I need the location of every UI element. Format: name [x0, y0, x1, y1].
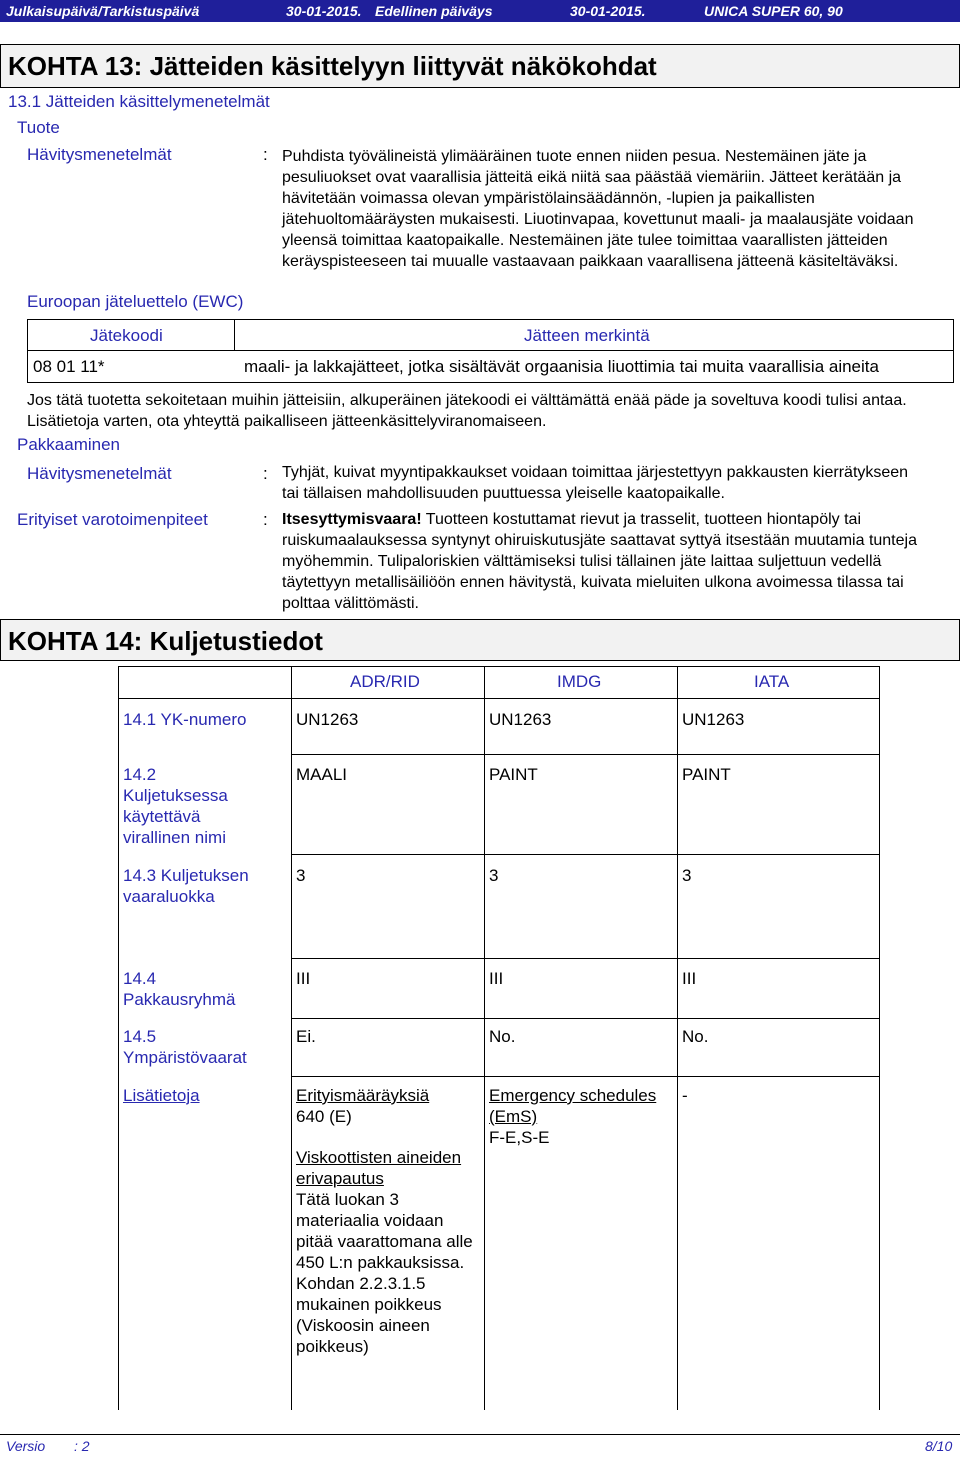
disposal-methods-label: Hävitysmenetelmät — [27, 145, 172, 164]
col-imdg: IMDG — [557, 672, 602, 691]
row-un-number-label: 14.1 YK-numero — [123, 710, 247, 729]
ems-heading: Emergency schedules (EmS) — [489, 1086, 657, 1126]
environmental-hazards-iata: No. — [682, 1027, 709, 1046]
colon: : — [263, 510, 268, 529]
hazard-class-imdg: 3 — [489, 866, 499, 885]
footer-page-number: 8/10 — [925, 1438, 953, 1454]
ewc-col-description: Jätteen merkintä — [524, 326, 650, 345]
shipping-name-iata: PAINT — [682, 765, 731, 784]
additional-info-label: Lisätietoja — [123, 1086, 200, 1105]
special-provisions-heading: Erityismääräyksiä — [296, 1086, 430, 1105]
packing-group-adr: III — [296, 969, 311, 988]
product-heading: Tuote — [17, 118, 60, 137]
packing-group-iata: III — [682, 969, 697, 988]
ewc-description: maali- ja lakkajätteet, jotka sisältävät orgaanisia liuottimia tai muita vaarallisia aineita — [244, 357, 879, 376]
row-environmental-hazards-label: 14.5 Ympäristövaarat — [123, 1027, 247, 1067]
colon: : — [263, 145, 268, 164]
header-date-label: Julkaisupäivä/Tarkistuspäivä — [6, 3, 200, 19]
un-number-imdg: UN1263 — [489, 710, 552, 729]
viscous-exemption-heading: Viskoottisten aineiden erivapautus — [296, 1148, 462, 1188]
footer-divider — [0, 1434, 960, 1435]
viscous-exemption-text: Tätä luokan 3 materiaalia voidaan pitää vaarattomana alle 450 L:n pakkauksissa. Kohdan 2.2.3.1.5 mukainen poikkeus (Viskoosin aineen poikkeus) — [296, 1190, 473, 1356]
packing-group-imdg: III — [489, 969, 504, 988]
footer-version-label: Versio — [6, 1438, 46, 1454]
row-shipping-name-label: 14.2 Kuljetuksessa käytettävä virallinen nimi — [123, 765, 228, 847]
environmental-hazards-adr: Ei. — [296, 1027, 316, 1046]
un-number-adr: UN1263 — [296, 710, 359, 729]
shipping-name-imdg: PAINT — [489, 765, 538, 784]
ewc-col-code: Jätekoodi — [90, 326, 163, 345]
environmental-hazards-imdg: No. — [489, 1027, 516, 1046]
special-precautions-label: Erityiset varotoimenpiteet — [17, 510, 208, 529]
hazard-class-adr: 3 — [296, 866, 306, 885]
ewc-label: Euroopan jäteluettelo (EWC) — [27, 292, 244, 311]
header-previous-date: 30-01-2015. — [570, 3, 646, 19]
footer-version-value: : 2 — [74, 1438, 90, 1454]
hazard-class-iata: 3 — [682, 866, 692, 885]
section13-subtitle: 13.1 Jätteiden käsittelymenetelmät — [8, 92, 270, 111]
packaging-disposal-label: Hävitysmenetelmät — [27, 464, 172, 483]
precautions-body: Tuotteen kostuttamat rievut ja trasselit, tuotteen hiontapöly tai ruiskumaalauksessa syntynyt ohiruiskutusjäte saattavat syttyä itsestään muutamia tunteja myöhemmin. Tulipaloriskien välttämiseksi tulisi tällainen jäte laittaa suljettuun vedellä täytettyyn metallisäiliöön ennen hävitystä, kuivata mieluiten ulkona avoimessa tilassa tai polttaa välittömästi. — [282, 511, 917, 612]
header-previous-label: Edellinen päiväys — [375, 3, 493, 19]
row-hazard-class-label: 14.3 Kuljetuksen vaaraluokka — [123, 866, 249, 906]
ems-value: F-E,S-E — [489, 1128, 550, 1147]
col-adr-rid: ADR/RID — [350, 672, 420, 691]
additional-info-iata: - — [682, 1086, 688, 1105]
ewc-note: Jos tätä tuotetta sekoitetaan muihin jätteisiin, alkuperäinen jätekoodi ei välttämättä enää päde ja soveltuva koodi tulisi antaa. Lisätietoja varten, ota yhteyttä paikalliseen jätteenkäsittelyviranomaiseen. — [27, 392, 907, 430]
section14-title: KOHTA 14: Kuljetustiedot — [8, 626, 323, 656]
row-packing-group-label: 14.4 Pakkausryhmä — [123, 969, 236, 1009]
special-precautions-text — [282, 509, 950, 614]
ewc-code: 08 01 11* — [33, 357, 105, 376]
packaging-disposal-text: Tyhjät, kuivat myyntipakkaukset voidaan toimittaa järjestettyyn pakkausten kierrätykseen tai tällaisen mahdollisuuden puuttuessa yleiselle kaatopaikalle. — [282, 464, 909, 502]
header-product: UNICA SUPER 60, 90 — [704, 3, 843, 19]
colon: : — [263, 464, 268, 483]
warning-text: Itsesyttymisvaara! — [282, 511, 422, 528]
un-number-iata: UN1263 — [682, 710, 745, 729]
col-iata: IATA — [754, 672, 790, 691]
disposal-methods-text: Puhdista työvälineistä ylimääräinen tuote ennen niiden pesua. Nestemäinen jäte ja pesuliuokset ovat vaarallisia jätteitä eikä niitä saa päästää viemäriin. Jätteet kerätään ja hävitetään voimassa olevan ympäristölainsäädännön, -lupien ja paikallisten jätehuoltomääräysten mukaisesti. Liuotinvapaa, kovettunut maali- ja maalausjäte voidaan yleensä toimittaa kaatopaikalle. Nestemäinen jäte tulee toimittaa vaarallisten jätteiden keräyspisteeseen tai muualle vastaavaan paikkaan vaarallisena jätteenä käsiteltäväksi. — [282, 148, 914, 270]
packaging-heading: Pakkaaminen — [17, 435, 121, 454]
header-date: 30-01-2015. — [286, 3, 362, 19]
section13-title: KOHTA 13: Jätteiden käsittelyyn liittyvät näkökohdat — [8, 51, 657, 81]
special-provisions-value: 640 (E) — [296, 1107, 352, 1126]
additional-info-adr — [296, 1085, 481, 1357]
additional-info-imdg — [489, 1085, 674, 1148]
shipping-name-adr: MAALI — [296, 765, 348, 784]
